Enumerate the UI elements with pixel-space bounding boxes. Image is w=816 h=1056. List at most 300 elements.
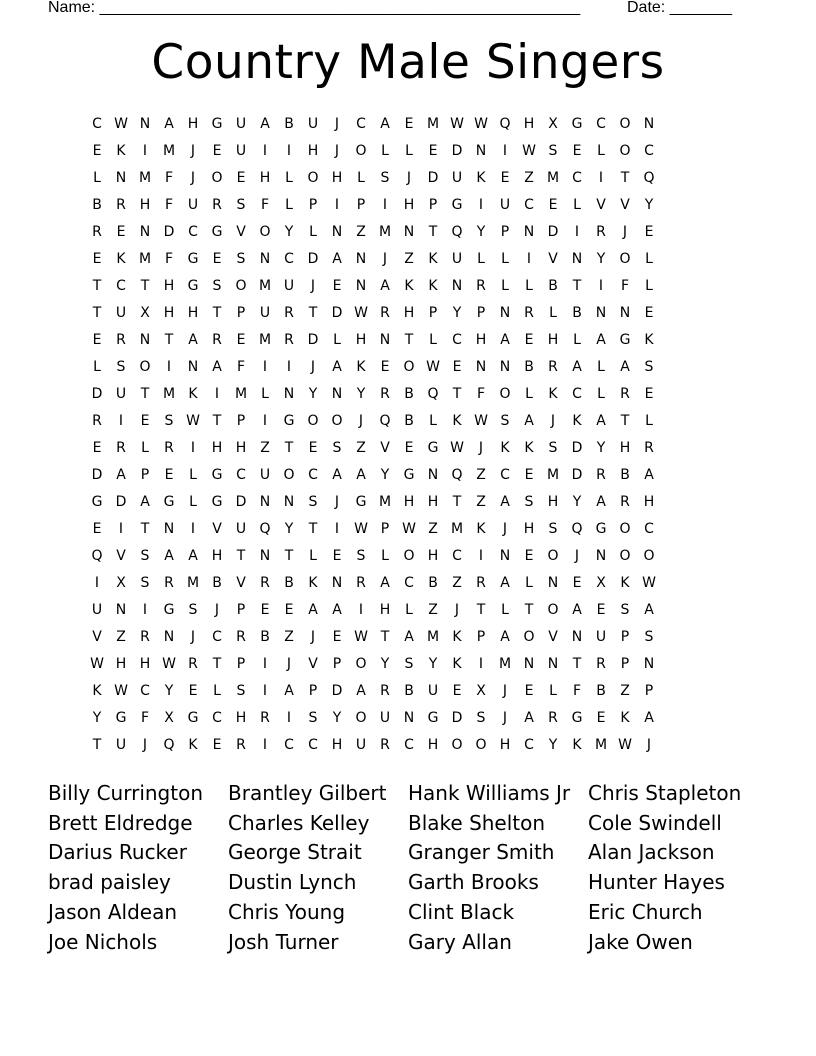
grid-letter: U <box>115 737 127 753</box>
grid-letter: G <box>427 440 439 456</box>
grid-letter: E <box>212 737 222 753</box>
grid-letter: J <box>334 143 340 159</box>
grid-letter: L <box>189 467 197 483</box>
grid-letter: H <box>619 440 631 456</box>
grid-letter: T <box>452 386 462 402</box>
grid-letter: C <box>644 521 654 537</box>
grid-letter: A <box>524 413 534 429</box>
grid-letter: P <box>236 656 246 672</box>
grid-letter: H <box>187 305 199 321</box>
word-bank-item: Cole Swindell <box>588 810 722 835</box>
grid-letter: Q <box>451 224 463 240</box>
grid-letter: K <box>572 737 582 753</box>
word-bank-item: Jason Aldean <box>48 899 178 924</box>
grid-letter: C <box>500 467 510 483</box>
grid-letter: I <box>598 170 604 186</box>
grid-letter: U <box>451 251 463 267</box>
grid-letter: L <box>501 251 509 267</box>
grid-letter: T <box>212 413 222 429</box>
grid-letter: R <box>188 656 198 672</box>
grid-letter: J <box>310 278 316 294</box>
grid-letter: J <box>142 737 148 753</box>
grid-letter: S <box>236 251 246 267</box>
grid-letter: S <box>140 575 150 591</box>
grid-letter: A <box>644 602 654 618</box>
grid-row <box>85 327 745 354</box>
grid-letter: A <box>572 359 582 375</box>
grid-letter: W <box>186 413 200 429</box>
grid-letter: C <box>212 629 222 645</box>
grid-letter: U <box>235 521 247 537</box>
grid-letter: O <box>331 413 343 429</box>
grid-letter: D <box>451 710 463 726</box>
grid-letter: I <box>262 359 268 375</box>
grid-letter: U <box>235 116 247 132</box>
grid-letter: N <box>643 116 655 132</box>
grid-letter: L <box>645 251 653 267</box>
grid-letter: K <box>452 656 462 672</box>
grid-letter: H <box>427 737 439 753</box>
grid-letter: N <box>595 548 607 564</box>
grid-letter: D <box>235 494 247 510</box>
grid-letter: H <box>475 332 487 348</box>
grid-letter: S <box>476 710 486 726</box>
grid-letter: H <box>307 143 319 159</box>
grid-letter: B <box>212 575 222 591</box>
grid-letter: E <box>332 548 342 564</box>
grid-letter: T <box>92 278 102 294</box>
word-bank-item: George Strait <box>228 840 362 865</box>
grid-letter: N <box>331 575 343 591</box>
grid-letter: O <box>259 224 271 240</box>
grid-letter: C <box>644 143 654 159</box>
grid-letter: H <box>427 494 439 510</box>
grid-letter: T <box>308 305 318 321</box>
grid-letter: M <box>258 278 272 294</box>
grid-letter: S <box>620 602 630 618</box>
word-bank-item: Joe Nichols <box>48 929 158 954</box>
grid-letter: F <box>620 278 630 294</box>
grid-letter: E <box>92 440 102 456</box>
grid-letter: R <box>476 278 486 294</box>
grid-letter: L <box>573 332 581 348</box>
grid-letter: K <box>404 278 414 294</box>
word-bank <box>48 779 768 957</box>
grid-letter: P <box>140 467 150 483</box>
name-field[interactable]: Name: ______________________________________________________ <box>48 0 581 16</box>
grid-letter: A <box>308 602 318 618</box>
grid-letter: N <box>403 710 415 726</box>
grid-letter: M <box>138 170 152 186</box>
grid-letter: I <box>142 143 148 159</box>
grid-letter: J <box>358 413 364 429</box>
grid-letter: L <box>477 251 485 267</box>
grid-letter: F <box>572 683 582 699</box>
grid-letter: G <box>211 224 223 240</box>
grid-letter: E <box>236 332 246 348</box>
word-bank-item: Chris Young <box>228 899 346 924</box>
grid-letter: H <box>331 170 343 186</box>
grid-letter: A <box>500 332 510 348</box>
grid-letter: O <box>403 548 415 564</box>
grid-letter: O <box>475 737 487 753</box>
grid-letter: K <box>476 521 486 537</box>
grid-letter: D <box>571 467 583 483</box>
grid-letter: H <box>523 116 535 132</box>
grid-letter: Z <box>356 440 366 456</box>
grid-letter: V <box>116 548 126 564</box>
grid-letter: A <box>500 494 510 510</box>
grid-letter: G <box>571 710 583 726</box>
grid-row <box>85 273 745 300</box>
grid-row <box>85 570 745 597</box>
grid-letter: N <box>187 359 199 375</box>
word-bank-item: Brett Eldredge <box>48 810 193 835</box>
grid-letter: N <box>499 359 511 375</box>
grid-letter: I <box>262 143 268 159</box>
grid-letter: S <box>404 656 414 672</box>
grid-letter: G <box>91 494 103 510</box>
grid-letter: N <box>139 224 151 240</box>
grid-letter: N <box>331 224 343 240</box>
grid-letter: Y <box>596 251 606 267</box>
grid-letter: Y <box>284 521 294 537</box>
grid-letter: L <box>597 386 605 402</box>
grid-letter: J <box>646 737 652 753</box>
grid-letter: T <box>620 413 630 429</box>
grid-letter: O <box>307 413 319 429</box>
grid-letter: J <box>502 683 508 699</box>
grid-letter: P <box>236 602 246 618</box>
grid-letter: G <box>283 413 295 429</box>
grid-letter: N <box>547 575 559 591</box>
grid-letter: J <box>190 143 196 159</box>
word-bank-item: Darius Rucker <box>48 840 187 865</box>
grid-letter: A <box>356 467 366 483</box>
grid-letter: D <box>91 467 103 483</box>
grid-letter: K <box>308 575 318 591</box>
grid-row <box>85 705 745 732</box>
grid-letter: Q <box>643 170 655 186</box>
grid-letter: G <box>187 710 199 726</box>
grid-letter: Y <box>308 386 318 402</box>
grid-letter: T <box>140 386 150 402</box>
grid-letter: J <box>190 629 196 645</box>
grid-letter: L <box>333 332 341 348</box>
grid-letter: T <box>140 278 150 294</box>
grid-letter: N <box>379 332 391 348</box>
grid-letter: S <box>644 629 654 645</box>
grid-row <box>85 651 745 678</box>
grid-letter: S <box>188 602 198 618</box>
grid-letter: O <box>211 170 223 186</box>
word-bank-item: Garth Brooks <box>408 870 539 895</box>
grid-letter: L <box>285 197 293 213</box>
grid-letter: R <box>116 332 126 348</box>
grid-letter: G <box>571 116 583 132</box>
grid-letter: T <box>428 224 438 240</box>
grid-letter: K <box>572 413 582 429</box>
grid-letter: Q <box>427 386 439 402</box>
grid-letter: J <box>550 413 556 429</box>
grid-letter: Z <box>452 575 462 591</box>
grid-letter: R <box>548 710 558 726</box>
grid-letter: R <box>620 494 630 510</box>
grid-letter: E <box>380 359 390 375</box>
grid-letter: U <box>451 170 463 186</box>
grid-letter: N <box>475 143 487 159</box>
grid-letter: B <box>404 413 414 429</box>
grid-letter: O <box>235 278 247 294</box>
grid-letter: N <box>643 656 655 672</box>
grid-letter: U <box>91 602 103 618</box>
word-bank-item: Alan Jackson <box>588 840 715 865</box>
grid-letter: M <box>258 332 272 348</box>
grid-letter: N <box>283 494 295 510</box>
grid-letter: M <box>546 467 560 483</box>
grid-letter: I <box>94 575 100 591</box>
grid-letter: M <box>378 494 392 510</box>
grid-letter: Y <box>356 386 366 402</box>
grid-letter: Z <box>260 440 270 456</box>
grid-letter: O <box>355 710 367 726</box>
grid-letter: H <box>187 116 199 132</box>
grid-letter: O <box>619 143 631 159</box>
grid-letter: L <box>429 332 437 348</box>
grid-letter: G <box>187 278 199 294</box>
grid-letter: L <box>381 548 389 564</box>
grid-letter: I <box>574 224 580 240</box>
date-field[interactable]: Date: _______ <box>627 0 732 16</box>
grid-letter: O <box>355 143 367 159</box>
grid-letter: W <box>402 521 416 537</box>
grid-letter: B <box>620 467 630 483</box>
grid-letter: Y <box>428 656 438 672</box>
grid-letter: H <box>427 548 439 564</box>
grid-letter: R <box>92 224 102 240</box>
grid-row <box>85 219 745 246</box>
grid-letter: K <box>428 251 438 267</box>
grid-row <box>85 516 745 543</box>
grid-row <box>85 246 745 273</box>
grid-letter: B <box>284 575 294 591</box>
grid-letter: C <box>524 197 534 213</box>
grid-letter: H <box>547 494 559 510</box>
grid-letter: E <box>596 710 606 726</box>
grid-letter: L <box>381 143 389 159</box>
grid-letter: E <box>284 602 294 618</box>
grid-letter: G <box>595 521 607 537</box>
grid-letter: C <box>524 737 534 753</box>
header-line <box>48 0 768 20</box>
grid-letter: A <box>164 548 174 564</box>
grid-letter: C <box>404 737 414 753</box>
grid-row <box>85 732 745 759</box>
grid-letter: Z <box>404 251 414 267</box>
grid-letter: R <box>260 710 270 726</box>
grid-letter: Z <box>428 602 438 618</box>
grid-letter: A <box>332 251 342 267</box>
word-bank-item: Charles Kelley <box>228 810 370 835</box>
grid-letter: F <box>164 170 174 186</box>
grid-letter: R <box>596 224 606 240</box>
grid-letter: W <box>450 116 464 132</box>
grid-letter: H <box>355 332 367 348</box>
grid-letter: C <box>284 737 294 753</box>
word-bank-item: Hank Williams Jr <box>408 781 571 805</box>
word-bank-item: Jake Owen <box>588 929 693 954</box>
grid-letter: N <box>547 656 559 672</box>
grid-letter: K <box>548 386 558 402</box>
grid-letter: C <box>236 467 246 483</box>
grid-letter: E <box>548 197 558 213</box>
grid-letter: A <box>404 629 414 645</box>
grid-letter: B <box>428 575 438 591</box>
grid-letter: F <box>140 710 150 726</box>
grid-letter: M <box>426 629 440 645</box>
grid-letter: I <box>598 278 604 294</box>
grid-row <box>85 597 745 624</box>
grid-letter: P <box>236 413 246 429</box>
grid-letter: K <box>452 629 462 645</box>
grid-letter: H <box>235 440 247 456</box>
grid-letter: M <box>426 116 440 132</box>
grid-letter: W <box>162 656 176 672</box>
grid-letter: L <box>645 413 653 429</box>
grid-letter: W <box>354 305 368 321</box>
grid-letter: S <box>380 170 390 186</box>
grid-letter: R <box>164 440 174 456</box>
grid-letter: H <box>163 305 175 321</box>
grid-letter: Q <box>259 521 271 537</box>
grid-letter: E <box>164 467 174 483</box>
grid-row <box>85 111 745 138</box>
grid-letter: G <box>619 332 631 348</box>
grid-letter: R <box>212 332 222 348</box>
grid-letter: K <box>116 143 126 159</box>
grid-letter: H <box>331 737 343 753</box>
grid-letter: R <box>476 575 486 591</box>
grid-letter: A <box>116 467 126 483</box>
grid-letter: H <box>259 170 271 186</box>
grid-letter: G <box>211 467 223 483</box>
grid-letter: H <box>115 656 127 672</box>
grid-row <box>85 165 745 192</box>
grid-letter: G <box>451 197 463 213</box>
grid-letter: H <box>547 332 559 348</box>
grid-letter: S <box>116 359 126 375</box>
word-bank-column <box>408 779 588 957</box>
word-bank-item: Billy Currington <box>48 781 203 805</box>
grid-letter: R <box>140 629 150 645</box>
grid-letter: E <box>404 116 414 132</box>
grid-letter: O <box>619 548 631 564</box>
grid-letter: H <box>211 548 223 564</box>
grid-letter: A <box>500 575 510 591</box>
grid-letter: Z <box>524 170 534 186</box>
grid-letter: E <box>524 683 534 699</box>
grid-letter: E <box>596 602 606 618</box>
grid-letter: E <box>140 413 150 429</box>
grid-letter: A <box>644 710 654 726</box>
grid-letter: T <box>236 548 246 564</box>
grid-letter: A <box>356 683 366 699</box>
grid-letter: N <box>523 656 535 672</box>
grid-letter: N <box>427 467 439 483</box>
grid-letter: P <box>428 305 438 321</box>
grid-letter: A <box>596 494 606 510</box>
grid-letter: D <box>451 143 463 159</box>
grid-letter: I <box>334 197 340 213</box>
grid-letter: T <box>212 305 222 321</box>
grid-letter: C <box>452 332 462 348</box>
grid-letter: I <box>118 521 124 537</box>
grid-letter: Z <box>620 683 630 699</box>
grid-letter: E <box>260 602 270 618</box>
grid-letter: A <box>500 629 510 645</box>
grid-letter: P <box>500 224 510 240</box>
grid-letter: S <box>356 548 366 564</box>
grid-letter: M <box>162 143 176 159</box>
grid-letter: L <box>549 683 557 699</box>
grid-letter: C <box>92 116 102 132</box>
grid-letter: F <box>164 251 174 267</box>
grid-letter: C <box>572 170 582 186</box>
grid-letter: J <box>382 251 388 267</box>
grid-letter: H <box>211 440 223 456</box>
grid-letter: K <box>476 170 486 186</box>
grid-letter: Q <box>571 521 583 537</box>
grid-letter: R <box>524 305 534 321</box>
grid-letter: F <box>164 197 174 213</box>
grid-letter: I <box>286 359 292 375</box>
grid-letter: G <box>355 494 367 510</box>
grid-letter: X <box>476 683 486 699</box>
grid-letter: U <box>499 197 511 213</box>
grid-letter: S <box>236 197 246 213</box>
grid-letter: M <box>138 251 152 267</box>
grid-letter: E <box>212 143 222 159</box>
grid-letter: Q <box>91 548 103 564</box>
grid-letter: N <box>283 386 295 402</box>
grid-letter: E <box>332 629 342 645</box>
grid-letter: A <box>380 116 390 132</box>
grid-letter: L <box>285 170 293 186</box>
grid-letter: I <box>526 251 532 267</box>
grid-letter: R <box>380 305 390 321</box>
grid-letter: Q <box>163 737 175 753</box>
grid-letter: D <box>115 494 127 510</box>
grid-letter: M <box>186 575 200 591</box>
grid-letter: S <box>236 683 246 699</box>
grid-letter: I <box>286 143 292 159</box>
grid-letter: I <box>358 602 364 618</box>
grid-letter: H <box>139 197 151 213</box>
word-bank-column <box>588 779 768 957</box>
grid-letter: N <box>499 305 511 321</box>
grid-row <box>85 192 745 219</box>
grid-letter: D <box>307 251 319 267</box>
grid-letter: C <box>188 224 198 240</box>
grid-letter: M <box>594 737 608 753</box>
grid-letter: Q <box>379 413 391 429</box>
grid-letter: J <box>286 656 292 672</box>
grid-letter: B <box>260 629 270 645</box>
grid-letter: U <box>259 467 271 483</box>
grid-letter: D <box>307 332 319 348</box>
grid-letter: N <box>523 224 535 240</box>
grid-letter: J <box>310 629 316 645</box>
